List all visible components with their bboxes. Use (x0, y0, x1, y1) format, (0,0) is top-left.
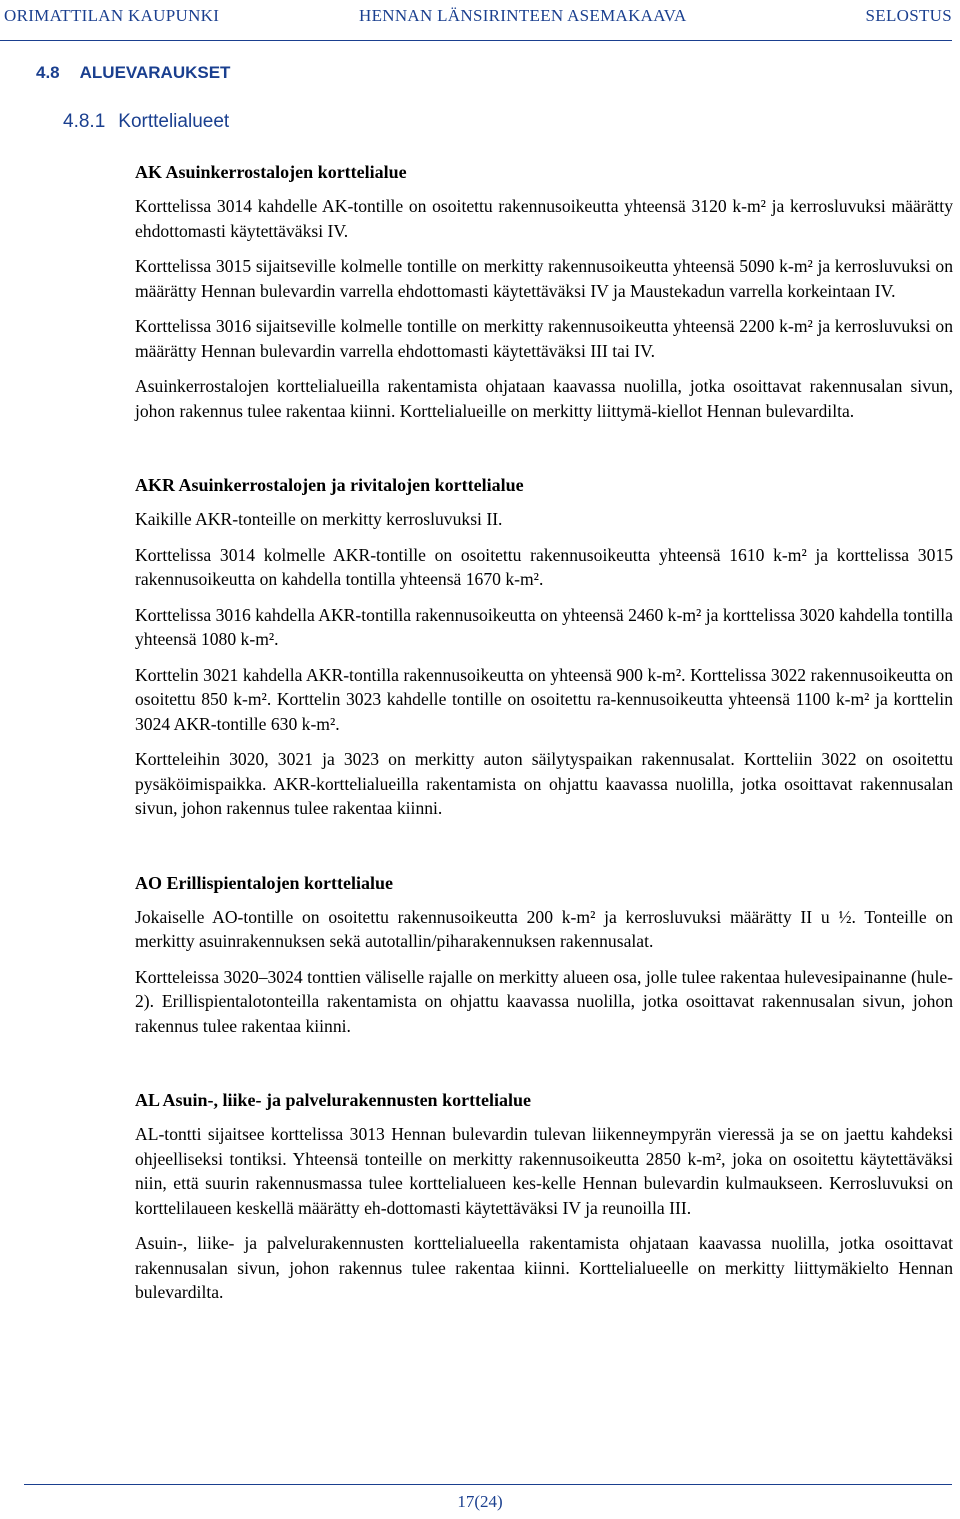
subsection-title: Korttelialueet (118, 111, 230, 132)
subsection-heading (63, 111, 229, 133)
paragraph: Korttelissa 3016 sijaitseville kolmelle tontille on merkitty rakennusoikeutta yhteensä 2200 k-m² ja kerrosluvuksi on määrätty Hennan bulevardin varrella ehdottomasti käytettäväksi III tai IV. (135, 316, 953, 361)
paragraph: Asuin-, liike- ja palvelurakennusten korttelialueella rakentamista ohjataan kaavassa nuolilla, jotka osoittavat rakennusalan sivun, johon rakennus tulee rakentaa kiinni. Korttelialueelle on merkitty liittymäkielto Hennan bulevardilta. (135, 1233, 953, 1302)
zone-title: AO Erillispientalojen korttelialue (135, 872, 393, 893)
zone-title: AKR Asuinkerrostalojen ja rivitalojen korttelialue (135, 475, 524, 495)
subsection-number: 4.8.1 (63, 111, 106, 132)
zone-title: AL Asuin-, liike- ja palvelurakennusten korttelialue (135, 1090, 532, 1110)
footer-divider (24, 1484, 952, 1485)
zone-section-ao (135, 871, 953, 1039)
header-document-type: SELOSTUS (865, 6, 952, 25)
paragraph: AL-tontti sijaitsee korttelissa 3013 Hennan bulevardin tulevan liikenneympyrän vieressä ja se on jaettu kahdeksi ohjeelliseksi tontiksi. Yhteensä tonteille on merkitty rakennusoikeutta 2850 k-m², joka on osoitettu käytettäväksi niin, että suurin rakennusmassa tulee korttelialueen kes-kelle Hennan bulevardin kulmaukseen. Kerrosluvuksi on korttelilaueen keskellä määrätty eh-dottomasti käytettäväksi IV ja reunoilla III. (135, 1124, 953, 1218)
page-header (0, 0, 960, 44)
paragraph: Korttelissa 3015 sijaitseville kolmelle tontille on merkitty rakennusoikeutta yhteensä 5090 k-m² ja kerrosluvuksi on määrätty Hennan bulevardin varrella ehdottomasti käytettäväksi IV ja Maustekadun varrella korkeintaan IV. (135, 256, 953, 301)
paragraph: Korttelissa 3014 kolmelle AKR-tontille on osoitettu rakennusoikeutta yhteensä 1610 k-m² ja korttelissa 3015 rakennusoikeutta on kahdella tontilla yhteensä 1670 k-m². (135, 544, 953, 589)
paragraph: Kaikille AKR-tonteille on merkitty kerrosluvuksi II. (135, 509, 503, 529)
header-divider (0, 40, 952, 41)
section-title: ALUEVARAUKSET (79, 63, 231, 82)
paragraph: Jokaiselle AO-tontille on osoitettu rakennusoikeutta 200 k-m² ja kerrosluvuksi määrätty II u ½. Tonteille on merkitty asuinrakennuksen sekä autotallin/piharakennuksen rakennusalat. (135, 906, 953, 951)
header-plan-name: HENNAN LÄNSIRINTEEN ASEMAKAAVA (359, 6, 687, 25)
zone-section-al (135, 1088, 953, 1305)
paragraph: Korttelissa 3014 kahdelle AK-tontille on osoitettu rakennusoikeutta yhteensä 3120 k-m² ja kerrosluvuksi määrätty ehdottomasti käytettäväksi IV. (135, 196, 953, 241)
zone-title: AK Asuinkerrostalojen korttelialue (135, 162, 407, 182)
header-organization: ORIMATTILAN KAUPUNKI (4, 6, 220, 25)
paragraph: Asuinkerrostalojen korttelialueilla rakentamista ohjataan kaavassa nuolilla, jotka osoittavat rakennusalan sivun, johon rakennus tulee rakentaa kiinni. Korttelialueille on merkitty liittymä-kiellot Hennan bulevardilta. (135, 376, 953, 421)
section-number: 4.8 (36, 63, 60, 82)
paragraph: Kortteleihin 3020, 3021 ja 3023 on merkitty auton säilytyspaikan rakennusalat. Kortteliin 3022 on osoitettu pysäköimispaikka. AKR-korttelialueilla rakentamista on ohjattu kaavassa nuolilla, jotka osoittavat rakennusalan sivun, johon rakennus tulee rakentaa kiinni. (135, 749, 953, 818)
zone-section-akr (135, 473, 953, 821)
paragraph: Kortteleissa 3020–3024 tonttien väliselle rajalle on merkitty alueen osa, jolle tulee rakentaa hulevesipainanne (hule-2). Erillispientalotonteilla rakentamista on ohjattu kaavassa nuolilla, jotka osoittavat rakennusalan sivun, johon rakennus tulee rakentaa kiinni. (135, 966, 953, 1036)
page-number: 17(24) (457, 1492, 503, 1511)
document-body (135, 160, 953, 1316)
paragraph: Korttelin 3021 kahdella AKR-tontilla rakennusoikeutta on yhteensä 900 k-m². Korttelissa 3022 rakennusoikeutta on osoitettu 850 k-m². Korttelin 3023 kahdelle tontille on osoitettu ra-kennusoikeutta yhteensä 1100 k-m² ja korttelin 3024 AKR-tontille 630 k-m². (135, 664, 953, 734)
paragraph: Korttelissa 3016 kahdella AKR-tontilla rakennusoikeutta on yhteensä 2460 k-m² ja korttelissa 3020 kahdella tontilla yhteensä 1080 k-m². (135, 604, 953, 649)
section-heading (36, 63, 230, 83)
zone-section-ak (135, 160, 953, 423)
